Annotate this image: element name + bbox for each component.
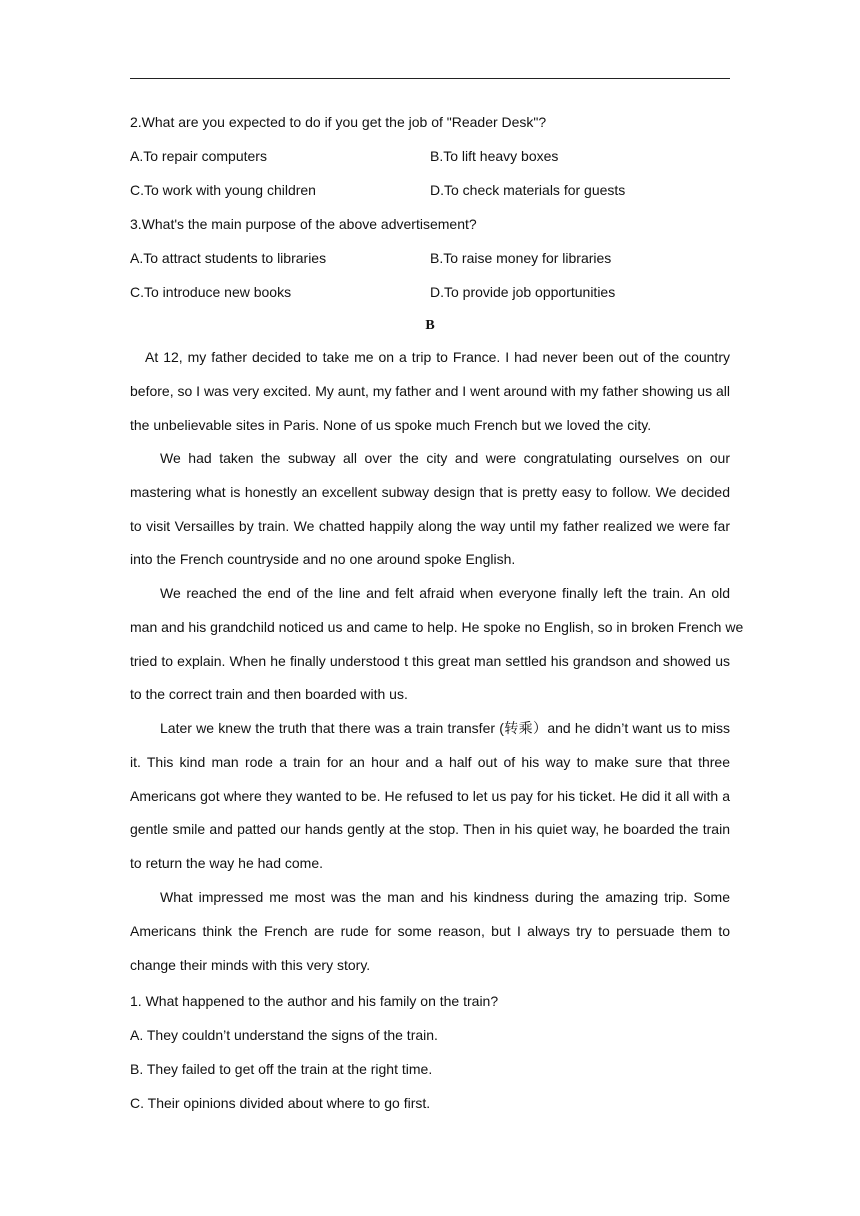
q2-option-c: C.To work with young children: [130, 182, 316, 198]
passage-paragraph-2: [130, 442, 730, 577]
passage-line: We had taken the subway all over the city and were congratulating ourselves on our: [160, 450, 730, 466]
passage-line: What impressed me most was the man and his kindness during the amazing trip. Some: [160, 889, 730, 905]
passage-line: tried to explain. When he finally understood t this great man settled his grandson and showed us: [130, 652, 730, 669]
q3-option-c: C.To introduce new books: [130, 284, 292, 300]
passage-line: to the correct train and then boarded with us.: [130, 686, 408, 703]
q2-option-b: B.To lift heavy boxes: [430, 148, 559, 164]
passage-line: it. This kind man rode a train for an hour and a half out of his way to make sure that three: [130, 753, 730, 770]
passage-paragraph-3: [130, 577, 744, 712]
passage-line: Later we knew the truth that there was a train transfer (转乘）and he didn’t want us to miss: [160, 720, 730, 736]
passage-line: mastering what is honestly an excellent subway design that is pretty easy to follow. We decided: [130, 483, 730, 500]
q1-option-b: B. They failed to get off the train at the right time.: [130, 1061, 433, 1077]
q3-option-d: D.To provide job opportunities: [430, 284, 616, 300]
q1-option-a: A. They couldn’t understand the signs of the train.: [130, 1027, 438, 1043]
q3-option-a: A.To attract students to libraries: [130, 250, 327, 266]
question-2: 2.What are you expected to do if you get the job of "Reader Desk"?: [130, 114, 547, 130]
passage-line: into the French countryside and no one around spoke English.: [130, 551, 516, 568]
passage-line: before, so I was very excited. My aunt, my father and I went around with my father showing us all: [130, 382, 730, 399]
passage-line: change their minds with this very story.: [130, 956, 371, 973]
passage-line: to visit Versailles by train. We chatted happily along the way until my father realized we were far: [130, 517, 730, 534]
q2-option-a: A.To repair computers: [130, 148, 267, 164]
header-rule: [130, 78, 730, 79]
passage-line: gentle smile and patted our hands gently at the stop. Then in his quiet way, he boarded the train: [130, 821, 730, 838]
question-1: 1. What happened to the author and his family on the train?: [130, 993, 499, 1009]
section-title: B: [425, 318, 435, 333]
passage-line: to return the way he had come.: [130, 855, 323, 872]
passage-paragraph-1: [130, 341, 730, 442]
passage-paragraph-4: [130, 712, 730, 881]
q1-option-c: C. Their opinions divided about where to go first.: [130, 1095, 431, 1111]
passage-line: man and his grandchild noticed us and came to help. He spoke no English, so in broken French we: [130, 618, 744, 635]
q2-option-d: D.To check materials for guests: [430, 182, 626, 198]
passage-line: At 12, my father decided to take me on a trip to France. I had never been out of the country: [145, 349, 730, 365]
passage-paragraph-5: [130, 881, 730, 982]
question-3: 3.What's the main purpose of the above advertisement?: [130, 216, 477, 232]
passage-line: the unbelievable sites in Paris. None of us spoke much French but we loved the city.: [130, 416, 652, 433]
passage-line: Americans got where they wanted to be. He refused to let us pay for his ticket. He did it all with a: [130, 787, 730, 804]
passage-line: Americans think the French are rude for some reason, but I always try to persuade them to: [130, 922, 730, 939]
passage-line: We reached the end of the line and felt afraid when everyone finally left the train. An old: [160, 585, 730, 601]
q3-option-b: B.To raise money for libraries: [430, 250, 612, 266]
